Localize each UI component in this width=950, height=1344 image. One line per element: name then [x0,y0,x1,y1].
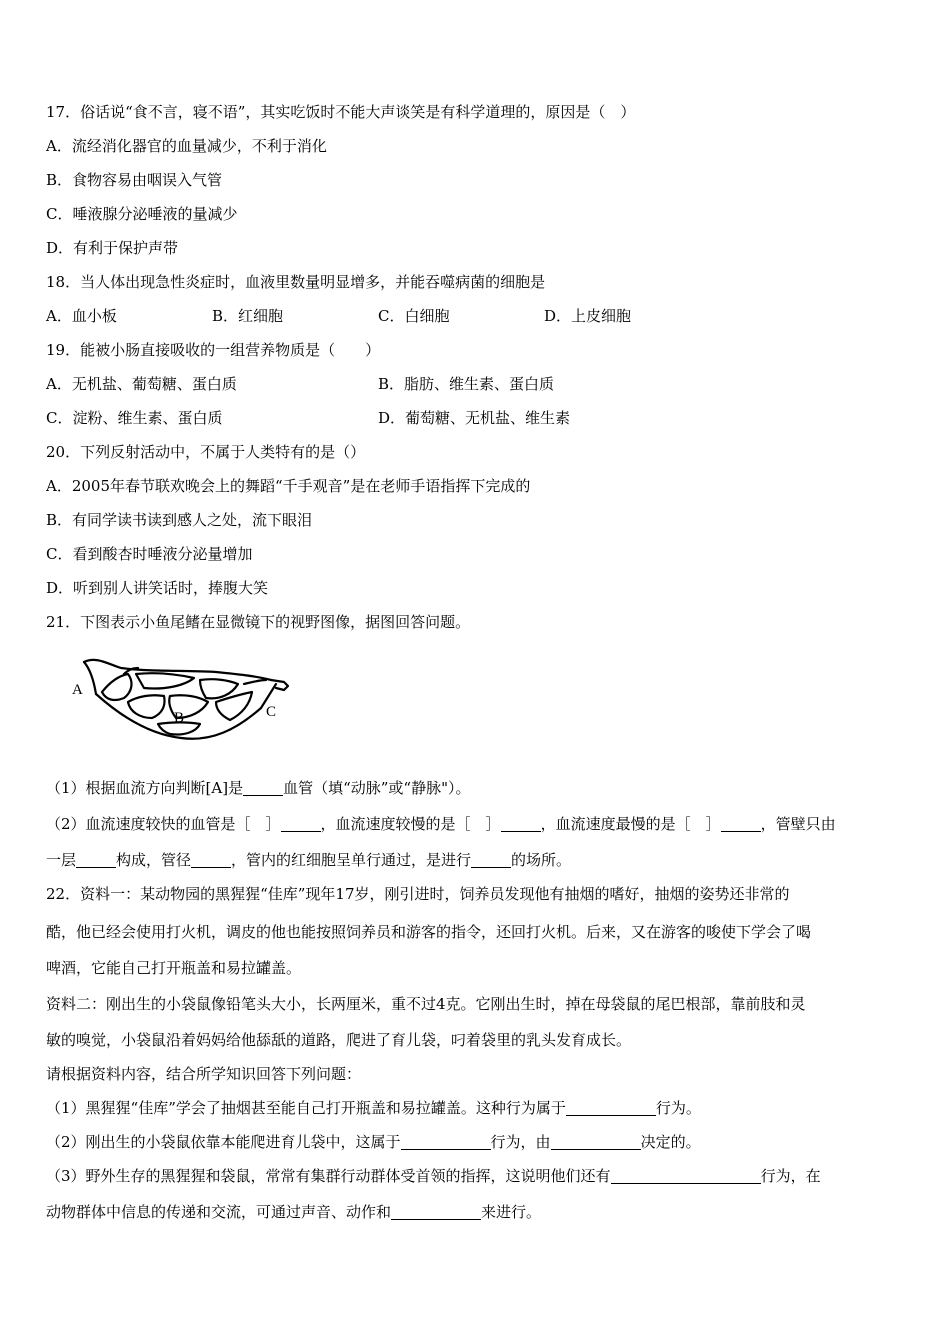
answer-blank[interactable] [391,1203,481,1220]
fish-tail-capillary-figure [66,652,296,748]
figure-label-b: B [174,710,185,726]
q19-option-d: D．葡萄糖、无机盐、维生素 [378,409,571,427]
answer-blank[interactable] [243,779,283,796]
q20-stem: 20．下列反射活动中，不属于人类特有的是（） [46,443,366,461]
q19-option-b: B．脂肪、维生素、蛋白质 [378,375,555,393]
figure-label-a: A [72,682,83,698]
q21-part2-line1: （2）血流速度较快的血管是［ ］ ，血流速度较慢的是［ ］ ，血流速度最慢的是［ ］ ，管壁只由 [46,815,836,833]
q18-option-b: B．红细胞 [212,307,284,325]
q17-option-b: B．食物容易由咽误入气管 [46,171,223,189]
q19-option-c: C．淀粉、维生素、蛋白质 [46,409,223,427]
q18-option-a: A．血小板 [46,307,117,325]
q22-instruction: 请根据资料内容，结合所学知识回答下列问题： [46,1065,362,1083]
answer-blank[interactable] [401,1133,491,1150]
answer-blank[interactable] [501,815,541,832]
q19-option-a: A．无机盐、葡萄糖、蛋白质 [46,375,237,393]
q22-material2-line1: 资料二：刚出生的小袋鼠像铅笔头大小，长两厘米，重不过4克。它刚出生时，掉在母袋鼠的尾巴根部，靠前肢和灵 [46,995,806,1013]
answer-blank[interactable] [191,851,231,868]
q21-part1: （1）根据血流方向判断[A]是 血管（填“动脉”或“静脉"）。 [46,779,471,797]
q21-part2-line2: 一层 构成，管径 ，管内的红细胞呈单行通过，是进行 的场所。 [46,851,572,869]
q22-material1-line1: 22．资料一：某动物园的黑猩猩“佳库”现年17岁，刚引进时，饲养员发现他有抽烟的嗜好，抽烟的姿势还非常的 [46,885,790,903]
answer-blank[interactable] [566,1099,656,1116]
q22-sub3-line2: 动物群体中信息的传递和交流，可通过声音、动作和 来进行。 [46,1203,542,1221]
q22-material1-line3: 啤酒，它能自己打开瓶盖和易拉罐盖。 [46,959,302,977]
answer-blank[interactable] [281,815,321,832]
q22-sub3-line1: （3）野外生存的黑猩猩和袋鼠，常常有集群行动群体受首领的指挥，这说明他们还有 行为，在 [46,1167,821,1185]
q21-stem: 21．下图表示小鱼尾鳍在显微镜下的视野图像，据图回答问题。 [46,613,471,631]
q22-material1-line2: 酷，他已经会使用打火机，调皮的他也能按照饲养员和游客的指令，还回打火机。后来，又在游客的唆使下学会了喝 [46,923,812,941]
q18-option-d: D．上皮细胞 [544,307,632,325]
q19-stem: 19．能被小肠直接吸收的一组营养物质是（ ） [46,341,381,359]
q20-option-a: A．2005年春节联欢晚会上的舞蹈“千手观音”是在老师手语指挥下完成的 [46,477,531,495]
q17-stem: 17．俗话说“食不言，寝不语”，其实吃饭时不能大声谈笑是有科学道理的，原因是（ ） [46,103,636,121]
answer-blank[interactable] [551,1133,641,1150]
q22-sub2: （2）刚出生的小袋鼠依靠本能爬进育儿袋中，这属于 行为，由 决定的。 [46,1133,701,1151]
answer-blank[interactable] [611,1167,761,1184]
q18-stem: 18．当人体出现急性炎症时，血液里数量明显增多，并能吞噬病菌的细胞是 [46,273,546,291]
answer-blank[interactable] [721,815,761,832]
q20-option-c: C．看到酸杏时唾液分泌量增加 [46,545,253,563]
answer-blank[interactable] [76,851,116,868]
q18-option-c: C．白细胞 [378,307,450,325]
q17-option-d: D．有利于保护声带 [46,239,179,257]
q17-option-c: C．唾液腺分泌唾液的量减少 [46,205,238,223]
figure-label-c: C [266,704,277,720]
q20-option-b: B．有同学读书读到感人之处，流下眼泪 [46,511,313,529]
q17-option-a: A．流经消化器官的血量减少，不利于消化 [46,137,327,155]
q22-sub1: （1）黑猩猩“佳库”学会了抽烟甚至能自己打开瓶盖和易拉罐盖。这种行为属于 行为。 [46,1099,701,1117]
q22-material2-line2: 敏的嗅觉，小袋鼠沿着妈妈给他舔舐的道路，爬进了育儿袋，叼着袋里的乳头发育成长。 [46,1031,632,1049]
q20-option-d: D．听到别人讲笑话时，捧腹大笑 [46,579,269,597]
answer-blank[interactable] [471,851,511,868]
